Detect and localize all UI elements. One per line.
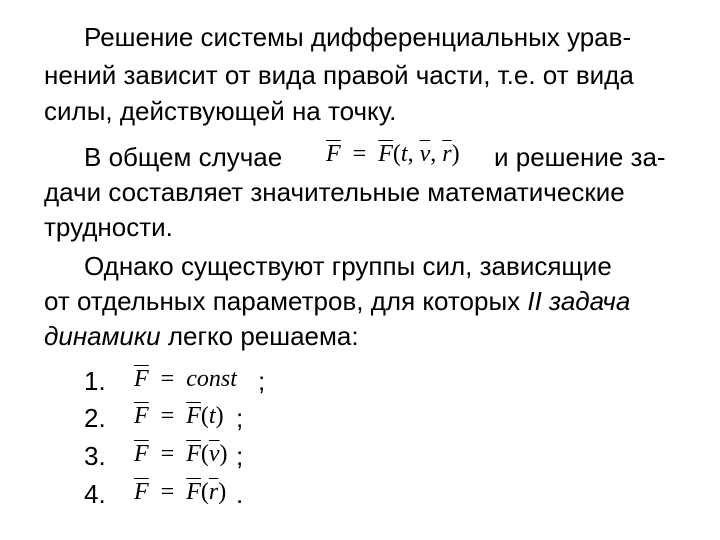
para2-line2: дачи составляет значительные математические [44,177,625,207]
case-2-open-paren: ( [200,403,209,429]
case-4-separator: . [236,479,244,509]
case-3-arg: $\overline{v}$ [208,441,220,467]
case-3-separator: ; [236,441,244,471]
formula-rhs-func: $\overline{F}$ [378,141,393,167]
case-3-lhs: $\overline{F}$ [134,441,149,467]
case-1-equals: = [160,366,175,392]
case-3-number: 3. [84,441,106,471]
case-4-equals: = [160,479,175,505]
case-1-separator: ; [258,366,266,396]
case-2-arg: t [208,403,216,429]
case-4-formula [134,479,226,506]
case-2-lhs: $\overline{F}$ [134,403,149,429]
formula-comma1: , [407,141,414,167]
case-4-rhs: $\overline{F}$ [186,479,201,505]
para1-line3: силы, действующей на точку. [44,96,397,126]
case-3-equals: = [160,441,175,467]
case-1-rhs: const [186,366,237,392]
case-3-open-paren: ( [200,441,209,467]
para2-line1-start: В общем случае [84,142,283,172]
formula-equals: = [352,141,367,167]
para2-line1-end: и решение за- [494,142,666,172]
formula-arg-v: $\overline{v}$ [419,141,431,167]
case-4-open-paren: ( [200,479,209,505]
case-4-close-paren: ) [218,479,227,505]
para2-line3: трудности. [44,212,173,242]
case-3-formula [134,441,228,468]
case-1-lhs: $\overline{F}$ [134,366,149,392]
para3-line3-italic: динамики [44,321,161,351]
formula-arg-t: t [400,141,408,167]
para3-line3 [44,321,359,351]
para1-line1: Решение системы дифференциальных урав- [84,22,632,52]
formula-close-paren: ) [451,141,460,167]
formula-arg-r: $\overline{r}$ [442,141,452,167]
para3-line2-text: от отдельных параметров, для которых [44,286,528,316]
case-2-equals: = [160,403,175,429]
case-1-formula [134,366,237,393]
para1-line2: нений зависит от вида правой части, т.е. от вида [44,60,634,90]
para3-line2-italic: II задача [527,286,631,316]
case-4-number: 4. [84,479,106,509]
para3-line3-text: легко решаема: [160,321,359,351]
case-2-rhs: $\overline{F}$ [186,403,201,429]
formula-comma2: , [430,141,437,167]
formula-lhs: $\overline{F}$ [326,141,341,167]
para3-line1: Однако существуют группы сил, зависящие [84,251,612,281]
case-2-number: 2. [84,403,106,433]
case-2-close-paren: ) [215,403,224,429]
case-2-separator: ; [236,403,244,433]
formula-open-paren: ( [392,141,401,167]
case-1-number: 1. [84,366,106,396]
case-3-close-paren: ) [219,441,228,467]
case-3-rhs: $\overline{F}$ [186,441,201,467]
case-4-lhs: $\overline{F}$ [134,479,149,505]
force-formula [326,141,460,168]
case-2-formula [134,403,224,430]
para3-line2 [44,286,630,316]
case-4-arg: $\overline{r}$ [208,479,219,505]
